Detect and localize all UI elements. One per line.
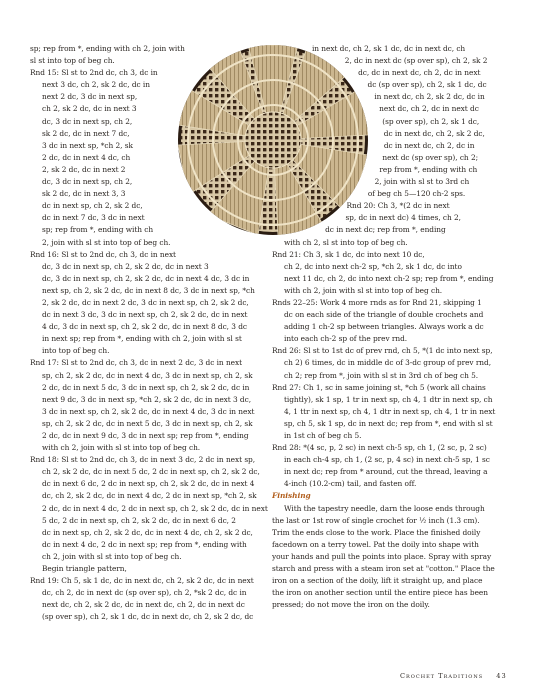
text-line: dc, ch 2, dc in next dc (sp over sp), ch 2, *sk 2 dc, dc in: [42, 588, 247, 598]
text-line: Rnd 15: Sl st to 2nd dc, ch 3, dc in: [30, 68, 158, 78]
text-line: dc in next 4 dc, 2 dc in next sp; rep from *, ending with: [42, 539, 247, 549]
text-line: into each ch-2 sp of the prev rnd.: [284, 334, 408, 344]
text-line: dc (sp over sp), ch 2, sk 1 dc, dc: [367, 80, 487, 90]
text-line: ch 2; rep from *, join with sl st in 3rd ch of beg ch 5.: [284, 370, 479, 380]
text-line: dc, 3 dc in next sp, ch 2,: [42, 177, 133, 187]
text-line: next dc (sp over sp), ch 2;: [382, 152, 479, 162]
text-line: (sp over sp), ch 2, sk 1 dc,: [382, 116, 480, 126]
text-line: your hands and pull the points into place. Spray with spray: [272, 551, 492, 561]
text-line: dc on each side of the triangle of double crochets and: [284, 310, 484, 320]
text-line: the last or 1st row of single crochet for ½ inch (1.3 cm).: [272, 515, 480, 525]
text-line: dc in next 3 dc, 3 dc in next sp, ch 2, sk 2 dc, dc in next: [42, 310, 248, 320]
text-line: sk 2 dc, dc in next 3, 3: [42, 189, 126, 199]
text-line: 2 dc, dc in next 4 dc, 2 dc in next sp, ch 2, sk 2 dc, dc in next: [42, 503, 268, 513]
text-line: dc in next 6 dc, 2 dc in next sp, ch 2, sk 2 dc, dc in next 4: [42, 479, 255, 489]
text-line: in next dc, ch 2, sk 2 dc, dc in: [374, 92, 485, 102]
text-line: Rnd 28: *(4 sc, p, 2 sc) in next ch-5 sp, ch 1, (2 sc, p, 2 sc): [272, 443, 487, 453]
text-line: next sp, ch 2, sk 2 dc, dc in next 8 dc, 3 dc in next sp, *ch: [42, 285, 255, 295]
running-head: Crochet Traditions: [400, 672, 484, 680]
text-line: the iron on another section until the entire piece has been: [272, 588, 488, 598]
text-line: Rnd 16: Sl st to 2nd dc, ch 3, dc in next: [30, 249, 176, 259]
page-footer: [400, 672, 507, 680]
text-line: 4-inch (10.2-cm) tail, and fasten off.: [284, 479, 417, 489]
text-line: 2, sk 2 dc, dc in next 2: [42, 164, 126, 174]
text-line: Rnd 18: Sl st to 2nd dc, ch 3, dc in next 3 dc, 2 dc in next sp,: [30, 455, 256, 465]
text-line: into top of beg ch.: [42, 346, 110, 356]
text-line: sp; rep from *, ending with ch 2, join with: [30, 44, 185, 53]
text-line: sp, ch 2, sk 2 dc, dc in next 5 dc, 3 dc in next sp, ch 2, sk: [42, 418, 253, 428]
text-line: with ch 2, join with sl st into top of beg ch.: [42, 443, 201, 453]
text-line: sp, ch 5, sk 1 sp, dc in next dc; rep from *, end with sl st: [284, 418, 493, 428]
text-line: Rnd 27: Ch 1, sc in same joining st, *ch 5 (work all chains: [272, 382, 486, 392]
text-line: dc, 3 dc in next sp, ch 2, sk 2 dc, dc in next 3: [42, 261, 209, 271]
text-line: next 3 dc, ch 2, sk 2 dc, dc in: [42, 80, 150, 90]
text-line: next 2 dc, 3 dc in next sp,: [42, 92, 138, 102]
text-line: 2, sk 2 dc, dc in next 2 dc, 3 dc in next sp, ch 2, sk 2 dc,: [42, 297, 249, 307]
text-line: facedown on a terry towel. Pat the doily into shape with: [272, 539, 479, 549]
text-line: 2 dc, dc in next 9 dc, 3 dc in next sp; rep from *, ending: [42, 431, 249, 440]
text-line: next 9 dc, 3 dc in next sp, *ch 2, sk 2 dc, dc in next 3 dc,: [42, 394, 251, 404]
text-line: With the tapestry needle, darn the loose ends through: [284, 503, 485, 513]
text-line: with ch 2, sl st into top of beg ch.: [284, 237, 408, 247]
doily-image: [178, 45, 368, 235]
text-line: Rnd 20: Ch 3, *(2 dc in next: [346, 201, 450, 211]
text-line: in 1st ch of beg ch 5.: [284, 431, 362, 440]
text-line: dc in next sp, ch 2, sk 2 dc, dc in next 4 dc, ch 2, sk 2 dc,: [42, 527, 253, 537]
text-line: next dc, ch 2, dc in next dc: [379, 104, 479, 114]
text-line: in each ch-4 sp, ch 1, (2 sc, p, 4 sc) in next ch-5 sp, 1 sc: [284, 455, 490, 465]
text-line: ch 2, join with sl st into top of beg ch.: [42, 551, 182, 561]
text-line: 2 dc, dc in next 4 dc, ch: [42, 152, 131, 162]
text-line: sp, ch 2, sk 2 dc, dc in next 4 dc, 3 dc in next sp, ch 2, sk: [42, 370, 253, 380]
text-line: dc, dc in next dc, ch 2, dc in next: [358, 68, 481, 78]
text-line: ch 2) 6 times, dc in middle dc of 3-dc group of prev rnd,: [284, 358, 492, 368]
text-line: (sp over sp), ch 2, sk 1 dc, dc in next dc, ch 2, sk 2 dc, dc: [42, 612, 254, 622]
text-line: starch and press with a steam iron set at "cotton." Place the: [272, 564, 495, 574]
text-line: 2 dc, dc in next 5 dc, 3 dc in next sp, ch 2, sk 2 dc, dc in: [42, 382, 250, 392]
text-line: tightly), sk 1 sp, 1 tr in next sp, ch 4, 1 dtr in next sp, ch: [284, 394, 493, 404]
text-line: 3 dc in next sp, ch 2, sk 2 dc, dc in next 4 dc, 3 dc in next: [42, 406, 255, 416]
text-line: ch 2, sk 2 dc, dc in next 5 dc, 2 dc in next sp, ch 2, sk 2 dc,: [42, 467, 260, 477]
text-line: Rnds 22–25: Work 4 more rnds as for Rnd 21, skipping 1: [272, 297, 482, 307]
text-line: Rnd 19: Ch 5, sk 1 dc, dc in next dc, ch 2, sk 2 dc, dc in next: [30, 576, 254, 586]
text-line: dc, 3 dc in next sp, ch 2,: [42, 116, 133, 126]
text-line: sl st into top of beg ch.: [30, 56, 115, 66]
text-line: sk 2 dc, dc in next 7 dc,: [42, 128, 130, 138]
text-line: 4 dc, 3 dc in next sp, ch 2, sk 2 dc, dc in next 8 dc, 3 dc: [42, 322, 248, 332]
text-line: Begin triangle pattern,: [42, 564, 127, 574]
text-line: iron on a section of the doily, lift it straight up, and place: [272, 576, 483, 586]
text-line: dc, 3 dc in next sp, ch 2, sk 2 dc, dc in next 4 dc, 3 dc in: [42, 273, 250, 283]
text-line: 2, join with sl st to 3rd ch: [374, 177, 470, 187]
text-line: 4, 1 ttr in next sp, ch 4, 1 dtr in next sp, ch 4, 1 tr in next: [284, 406, 496, 416]
text-line: with ch 2, join with sl st into top of beg ch.: [284, 285, 443, 295]
text-line: Rnd 21: Ch 3, sk 1 dc, dc into next 10 dc,: [272, 249, 425, 259]
text-line: dc in next 7 dc, 3 dc in next: [42, 213, 145, 223]
text-line: ch 2, dc into next ch-2 sp, *ch 2, sk 1 dc, dc into: [284, 261, 462, 271]
text-line: rep from *, ending with ch: [379, 164, 478, 174]
text-line: adding 1 ch-2 sp between triangles. Always work a dc: [284, 322, 484, 332]
text-line: sp; rep from *, ending with ch: [42, 225, 154, 235]
text-line: sp, dc in next dc) 4 times, ch 2,: [345, 213, 461, 223]
text-line: dc, ch 2, sk 2 dc, dc in next 4 dc, 2 dc in next sp, *ch 2, sk: [42, 491, 257, 501]
page-number: 43: [496, 672, 507, 680]
text-line: 3 dc in next sp, *ch 2, sk: [42, 140, 133, 150]
text-line: dc in next dc; rep from *, ending: [325, 225, 446, 235]
text-line: dc in next dc, ch 2, dc in: [383, 140, 475, 150]
text-line: Rnd 26: Sl st to 1st dc of prev rnd, ch 5, *(1 dc into next sp,: [272, 346, 493, 356]
text-line: dc in next dc, ch 2, sk 2 dc,: [383, 128, 485, 138]
text-line: in next dc, ch 2, sk 1 dc, dc in next dc, ch: [311, 44, 466, 53]
text-line: Rnd 17: Sl st to 2nd dc, ch 3, dc in next 2 dc, 3 dc in next: [30, 358, 243, 368]
text-line: Finishing: [272, 491, 311, 501]
text-line: 2, join with sl st into top of beg ch.: [42, 237, 171, 247]
text-line: Trim the ends close to the work. Place the finished doily: [272, 527, 481, 537]
text-line: next dc, ch 2, sk 2 dc, dc in next dc, ch 2, dc in next dc: [42, 600, 245, 610]
text-line: of beg ch 5—120 ch-2 sps.: [367, 189, 466, 199]
text-line: pressed; do not move the iron on the doily.: [272, 600, 430, 610]
text-line: dc in next sp, ch 2, sk 2 dc,: [42, 201, 143, 211]
text-line: 5 dc, 2 dc in next sp, ch 2, sk 2 dc, dc in next 6 dc, 2: [42, 515, 236, 525]
text-line: in next dc; rep from * around, cut the thread, leaving a: [284, 467, 488, 477]
text-line: ch 2, sk 2 dc, dc in next 3: [42, 104, 137, 114]
text-line: 2, dc in next dc (sp over sp), ch 2, sk 2: [344, 56, 488, 66]
text-line: in next sp; rep from *, ending with ch 2, join with sl st: [42, 334, 242, 344]
doily-photo: [178, 45, 368, 235]
text-line: next 11 dc, ch 2, dc into next ch-2 sp; rep from *, ending: [284, 273, 494, 283]
